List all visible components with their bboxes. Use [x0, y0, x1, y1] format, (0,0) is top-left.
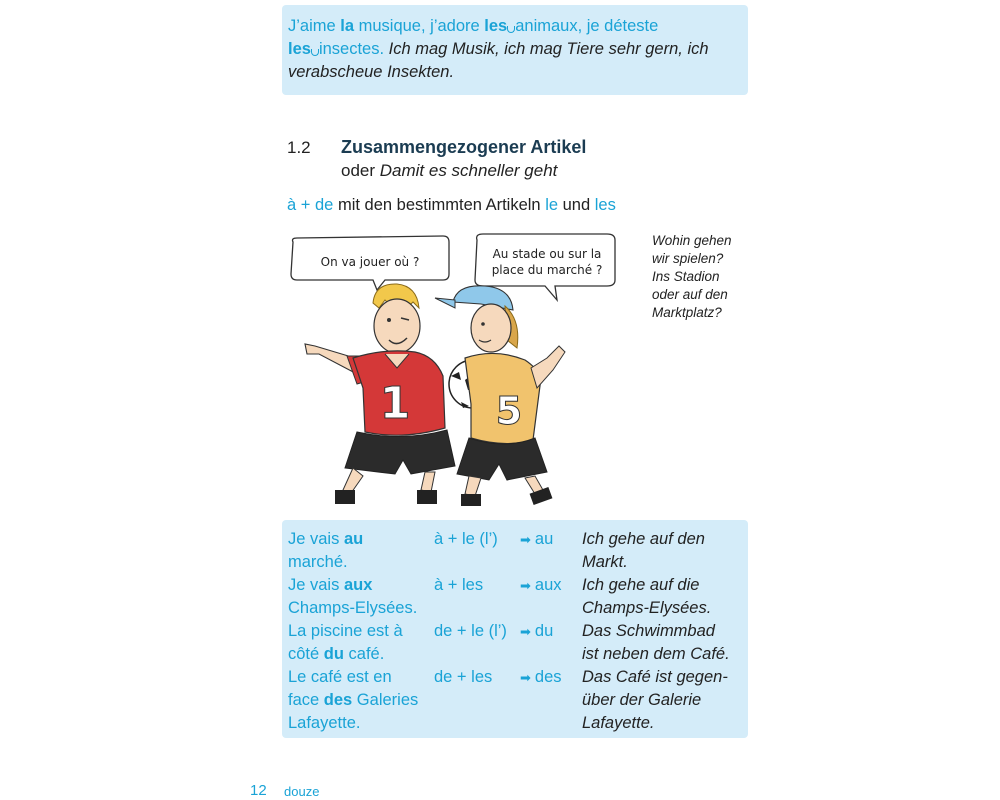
de-translation: Ich gehe auf den Markt. — [582, 530, 705, 571]
contraction-result: ➡ aux — [520, 576, 562, 594]
de-translation: Ich gehe auf die Champs-Elysées. — [582, 576, 712, 617]
page-number-word: douze — [284, 784, 320, 799]
page-number: 12 — [250, 782, 267, 799]
section-title: Zusammengezogener Artikel — [341, 137, 587, 157]
contraction-result: ➡ des — [520, 668, 562, 686]
left-player — [305, 284, 455, 504]
de-translation: Das Schwimmbad ist neben dem Café. — [582, 622, 730, 663]
de-translation: Ich mag Musik, ich mag Tiere sehr gern, ich verabscheue Insekten. — [288, 40, 709, 81]
contraction-rule: de + les — [434, 668, 493, 686]
fr-example: Je vais au marché. — [288, 530, 364, 571]
contraction-rule: à + le (l’) — [434, 530, 498, 548]
example-text — [288, 15, 746, 84]
section-subtitle: oder Damit es schneller geht — [341, 161, 558, 180]
contraction-rule: à + les — [434, 576, 484, 594]
fr-example: Le café est en face des Galeries Lafayette. — [288, 668, 419, 732]
speech-bubble-left — [291, 236, 449, 290]
contraction-rule: de + le (l’) — [434, 622, 507, 640]
fr-example: La piscine est à côté du café. — [288, 622, 403, 663]
jersey-number-left: 1 — [379, 378, 411, 429]
example-box — [282, 5, 748, 95]
grammar-table — [282, 520, 748, 738]
contraction-result: ➡ au — [520, 530, 554, 548]
rule-line: à + de mit den bestimmten Artikeln le und les — [287, 196, 616, 214]
football-players-illustration — [285, 228, 640, 513]
bubble-right-line1: Au stade ou sur la — [492, 247, 602, 261]
section-number: 1.2 — [287, 138, 311, 157]
bubble-left-text: On va jouer où ? — [320, 255, 420, 269]
jersey-number-right: 5 — [495, 389, 523, 433]
contraction-result: ➡ du — [520, 622, 554, 640]
illustration-caption: Wohin gehen wir spielen? Ins Stadion oder auf den Marktplatz? — [652, 233, 732, 320]
fr-sentence: J’aime la musique, j’adore les animaux, je déteste les insectes. — [288, 17, 659, 58]
bubble-right-line2: place du marché ? — [491, 263, 603, 277]
fr-example: Je vais aux Champs-Elysées. — [288, 576, 418, 617]
de-translation: Das Café ist gegen- über der Galerie Lafayette. — [582, 668, 728, 732]
